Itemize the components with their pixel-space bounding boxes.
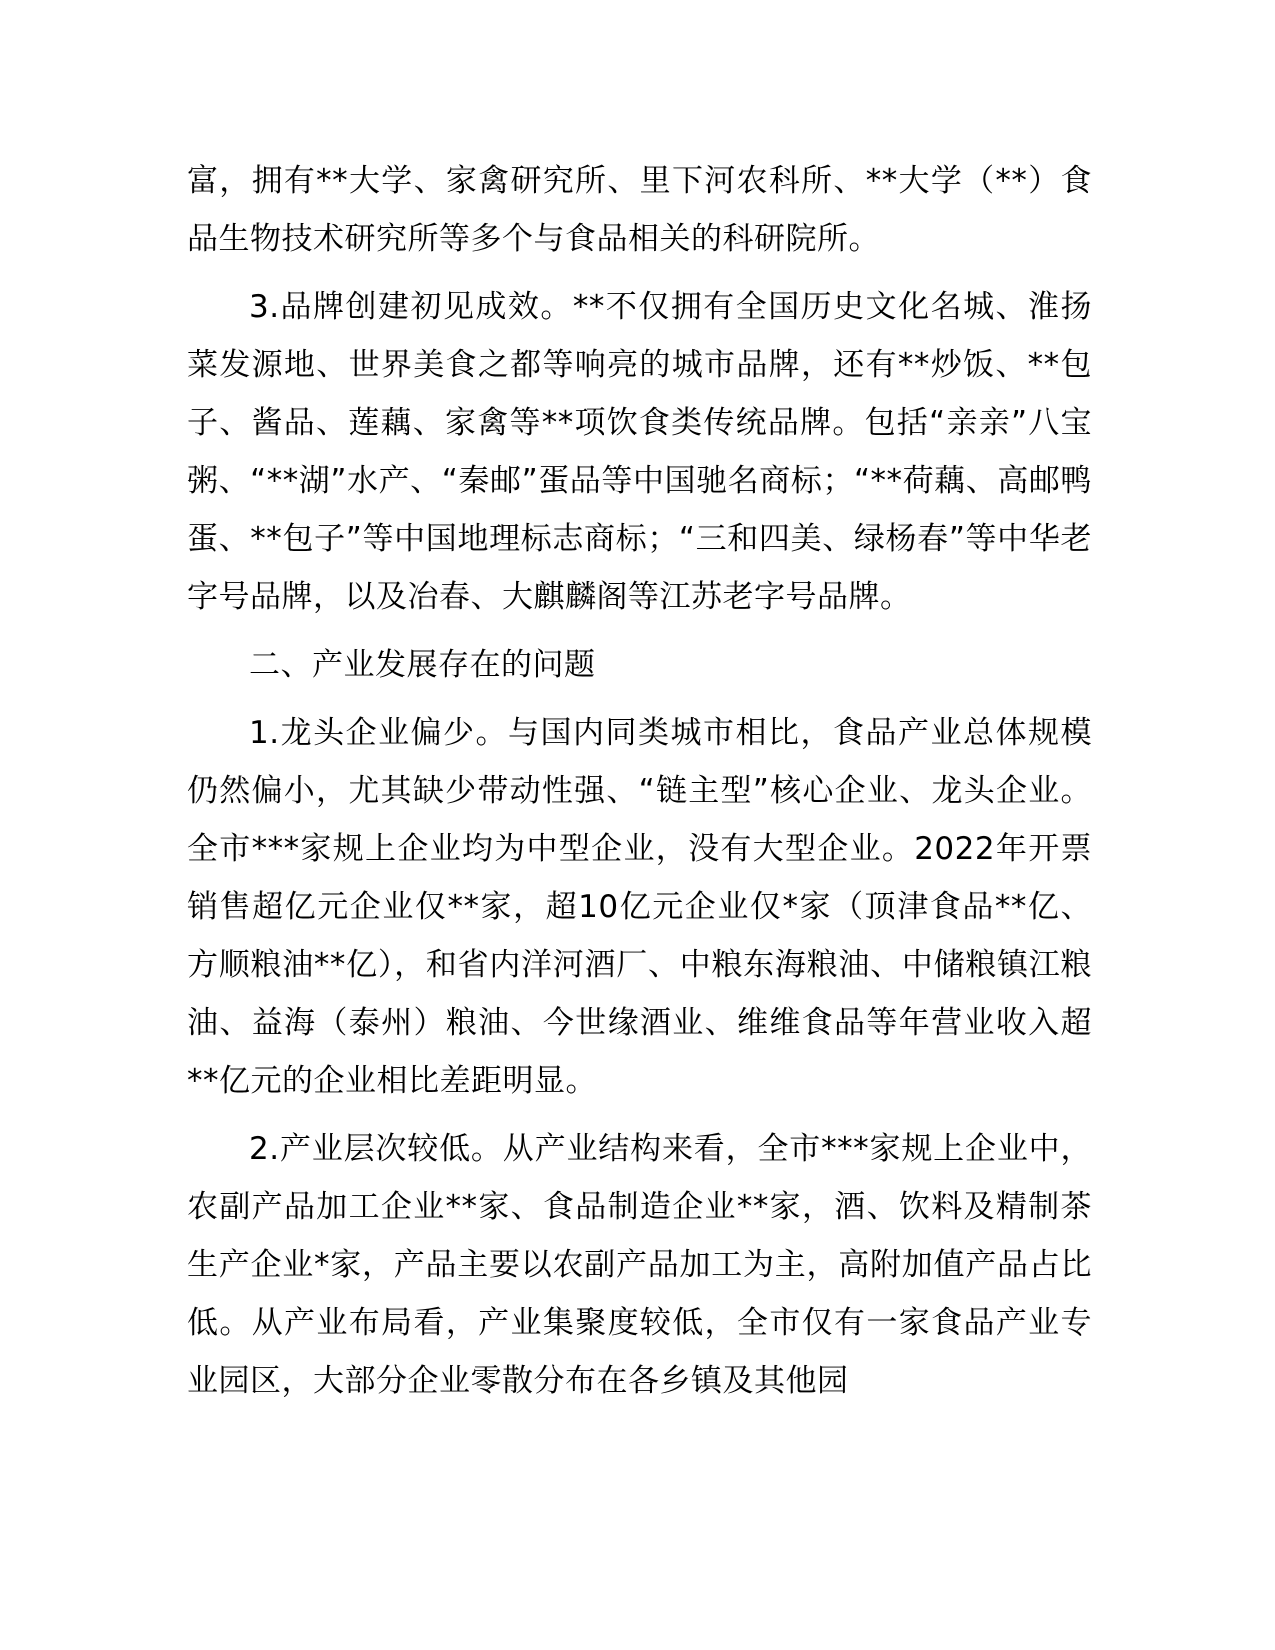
paragraph-brand-building: 3.品牌创建初见成效。**不仅拥有全国历史文化名城、淮扬菜发源地、世界美食之都等响亮的城市品牌，还有**炒饭、**包子、酱品、莲藕、家禽等**项饮食类传统品牌。包括“亲亲”八宝粥、“**湖”水产、“秦邮”蛋品等中国驰名商标；“**荷藕、高邮鸭蛋、**包子”等中国地理标志商标；“三和四美、绿杨春”等中华老字号品牌，以及冶春、大麒麟阁等江苏老字号品牌。 (187, 289, 1092, 615)
document-body (187, 152, 1092, 1420)
section-heading-problems: 二、产业发展存在的问题 (249, 647, 596, 683)
paragraph-research-institutes: 富，拥有**大学、家禽研究所、里下河农科所、**大学（**）食品生物技术研究所等多个与食品相关的科研院所。 (187, 163, 1092, 257)
paragraph-leading-enterprises: 1.龙头企业偏少。与国内同类城市相比，食品产业总体规模仍然偏小，尤其缺少带动性强、“链主型”核心企业、龙头企业。全市***家规上企业均为中型企业，没有大型企业。2022年开票销售超亿元企业仅**家，超10亿元企业仅*家（顶津食品**亿、方顺粮油**亿），和省内洋河酒厂、中粮东海粮油、中储粮镇江粮油、益海（泰州）粮油、今世缘酒业、维维食品等年营业收入超**亿元的企业相比差距明显。 (187, 715, 1092, 1099)
paragraph-industry-level: 2.产业层次较低。从产业结构来看，全市***家规上企业中，农副产品加工企业**家、食品制造企业**家，酒、饮料及精制茶生产企业*家，产品主要以农副产品加工为主，高附加值产品占比低。从产业布局看，产业集聚度较低，全市仅有一家食品产业专业园区，大部分企业零散分布在各乡镇及其他园 (187, 1131, 1092, 1399)
